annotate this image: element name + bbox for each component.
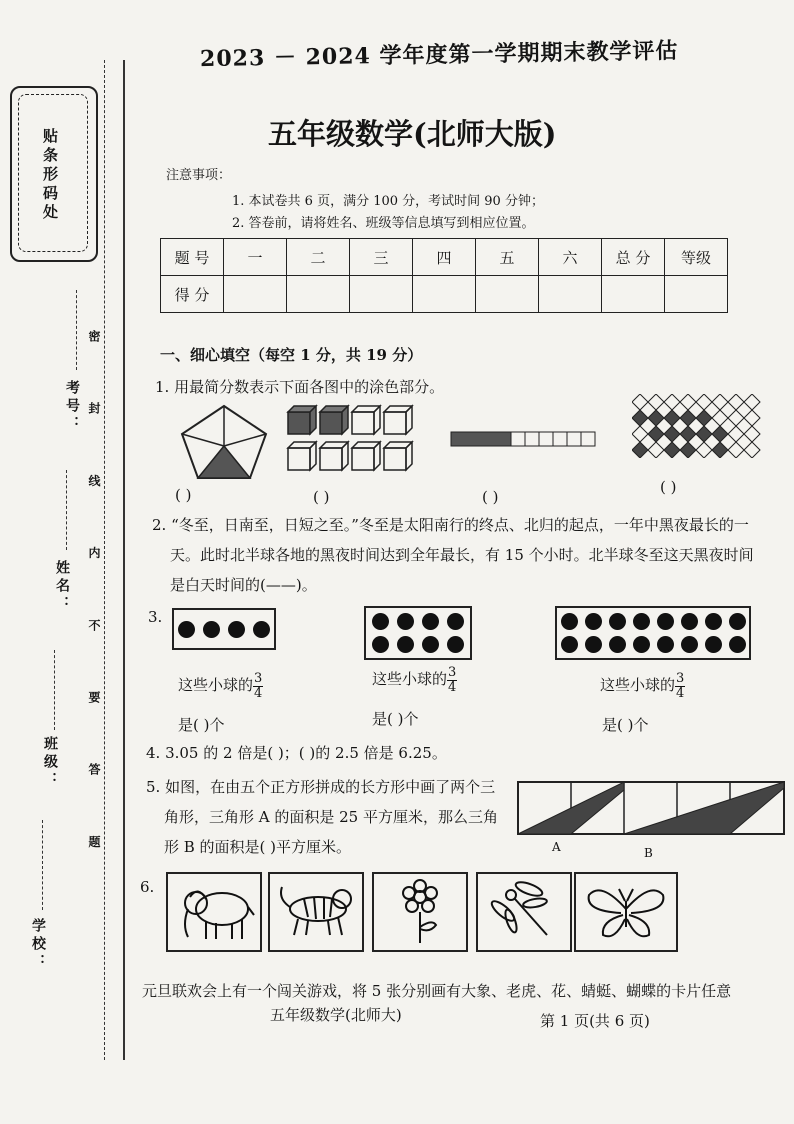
card-elephant[interactable] <box>166 872 262 952</box>
ball <box>657 613 674 630</box>
ball <box>585 613 602 630</box>
ball-box-4 <box>172 608 276 650</box>
q3-prefix: 这些小球的 <box>372 670 448 688</box>
score-cell[interactable] <box>413 276 476 313</box>
ball <box>705 613 722 630</box>
label-b: B <box>644 846 653 860</box>
binding-margin <box>0 0 125 1124</box>
q3-answer-blank[interactable]: 是( )个 <box>602 716 649 734</box>
class-label: 班级： <box>42 736 58 790</box>
seal-solid-line <box>123 60 125 1060</box>
question-5-line-1: 5. 如图，在由五个正方形拼成的长方形中画了两个三 <box>146 778 496 796</box>
ball <box>422 613 439 630</box>
q1-answer-blank[interactable]: ( ) <box>175 486 192 504</box>
question-2-line-2: 天。此时北半球各地的黑夜时间达到全年最长，有 15 个小时。北半球冬至这天黑夜时间 <box>170 546 754 564</box>
ball <box>397 613 414 630</box>
ball <box>253 621 270 638</box>
ball <box>447 613 464 630</box>
score-header-cell: 一 <box>224 239 287 276</box>
footer-subject: 五年级数学(北师大) <box>270 1006 402 1024</box>
ball <box>729 613 746 630</box>
ball <box>585 636 602 653</box>
score-cell[interactable] <box>287 276 350 313</box>
score-header-cell: 四 <box>413 239 476 276</box>
question-2-line-1: 2. “冬至，日南至，日短之至。”冬至是太阳南行的终点、北归的起点，一年中黑夜最长的一 <box>152 516 749 534</box>
footer-page-number: 第 1 页(共 6 页) <box>540 1012 650 1030</box>
ball <box>447 636 464 653</box>
cubes-figure <box>286 404 418 474</box>
question-6-number: 6. <box>140 878 155 896</box>
frac-den: 4 <box>448 679 457 695</box>
ball <box>372 636 389 653</box>
ball <box>397 636 414 653</box>
note-2: 2. 答卷前，请将姓名、班级等信息填写到相应位置。 <box>232 216 535 231</box>
school-label: 学校： <box>30 918 46 972</box>
score-header-cell: 总 分 <box>602 239 665 276</box>
score-header-cell: 五 <box>476 239 539 276</box>
ball <box>203 621 220 638</box>
frac-den: 4 <box>254 685 263 701</box>
note-1: 1. 本试卷共 6 页，满分 100 分，考试时间 90 分钟； <box>232 194 544 209</box>
score-cell[interactable] <box>665 276 728 313</box>
score-cell[interactable] <box>602 276 665 313</box>
question-1: 1. 用最简分数表示下面各图中的涂色部分。 <box>155 378 445 396</box>
card-tiger[interactable] <box>268 872 364 952</box>
ball <box>609 613 626 630</box>
ball <box>561 636 578 653</box>
q1-answer-blank[interactable]: ( ) <box>313 488 330 506</box>
name-label: 姓名： <box>54 560 70 614</box>
q1-answer-blank[interactable]: ( ) <box>482 488 499 506</box>
frac-den: 4 <box>676 685 685 701</box>
school-line <box>42 820 43 910</box>
ball-box-16 <box>555 606 751 660</box>
ball <box>729 636 746 653</box>
q3-answer-blank[interactable]: 是( )个 <box>372 710 419 728</box>
q1-answer-blank[interactable]: ( ) <box>660 478 677 496</box>
elephant-icon <box>172 881 256 943</box>
seal-dashed-line <box>104 60 105 1060</box>
ball <box>633 613 650 630</box>
tiger-icon <box>274 881 358 943</box>
ball <box>609 636 626 653</box>
score-header-cell: 题 号 <box>161 239 224 276</box>
score-cell[interactable] <box>539 276 602 313</box>
q3-prefix: 这些小球的 <box>178 676 254 694</box>
ball <box>681 613 698 630</box>
name-line <box>66 470 67 550</box>
fraction-three-quarters <box>675 672 685 701</box>
exam-title: 2023 － 2024 学年度第一学期期末教学评估 <box>199 37 679 73</box>
question-6-text: 元旦联欢会上有一个闯关游戏，将 5 张分别画有大象、老虎、花、蜻蜓、蝴蝶的卡片任意 <box>142 982 732 1000</box>
card-butterfly[interactable] <box>574 872 678 952</box>
ball <box>633 636 650 653</box>
frac-num: 3 <box>448 664 457 680</box>
exam-subtitle: 五年级数学(北师大版) <box>268 117 557 151</box>
fraction-three-quarters <box>253 672 263 701</box>
ball <box>178 621 195 638</box>
question-3-number: 3. <box>148 608 163 626</box>
question-5-line-2: 角形，三角形 A 的面积是 25 平方厘米，那么三角 <box>164 808 498 826</box>
section-1-heading: 一、细心填空（每空 1 分，共 19 分） <box>160 346 423 364</box>
notes-label: 注意事项： <box>166 168 232 183</box>
ball <box>561 613 578 630</box>
q3-answer-blank[interactable]: 是( )个 <box>178 716 225 734</box>
q3-prompt <box>178 670 263 701</box>
q3-prompt <box>372 664 457 695</box>
strip-figure <box>450 430 600 448</box>
dragonfly-icon <box>489 879 559 945</box>
pentagon-figure <box>178 402 270 482</box>
ball-box-8 <box>364 606 472 660</box>
ball <box>681 636 698 653</box>
score-header-cell: 等级 <box>665 239 728 276</box>
label-a: A <box>552 840 561 854</box>
ball <box>372 613 389 630</box>
ball <box>705 636 722 653</box>
flower-icon <box>390 879 450 945</box>
q3-prefix: 这些小球的 <box>600 676 676 694</box>
score-header-cell: 六 <box>539 239 602 276</box>
rectangle-triangles-figure <box>516 778 788 838</box>
question-5-line-3: 形 B 的面积是( )平方厘米。 <box>164 838 352 856</box>
score-cell[interactable] <box>224 276 287 313</box>
score-row-label: 得 分 <box>161 276 224 313</box>
exam-number-line <box>76 290 77 370</box>
score-header-cell: 二 <box>287 239 350 276</box>
q3-prompt <box>600 670 685 701</box>
score-cell[interactable] <box>350 276 413 313</box>
ball <box>228 621 245 638</box>
frac-num: 3 <box>254 670 263 686</box>
butterfly-icon <box>581 881 671 943</box>
score-table <box>160 238 728 313</box>
card-flower[interactable] <box>372 872 468 952</box>
card-dragonfly[interactable] <box>476 872 572 952</box>
class-line <box>54 650 55 730</box>
barcode-label: 贴条形码处 <box>41 128 59 223</box>
exam-number-label: 考号： <box>64 380 80 434</box>
score-header-cell: 三 <box>350 239 413 276</box>
ball <box>422 636 439 653</box>
question-4: 4. 3.05 的 2 倍是( )；( )的 2.5 倍是 6.25。 <box>146 744 447 762</box>
diamond-grid-figure <box>632 394 762 458</box>
score-cell[interactable] <box>476 276 539 313</box>
frac-num: 3 <box>676 670 685 686</box>
ball <box>657 636 674 653</box>
question-2-line-3: 是白天时间的(——)。 <box>170 576 317 594</box>
seal-line-text: 密 封 线 内 不 要 答 题 <box>87 330 101 876</box>
fraction-three-quarters <box>447 666 457 695</box>
